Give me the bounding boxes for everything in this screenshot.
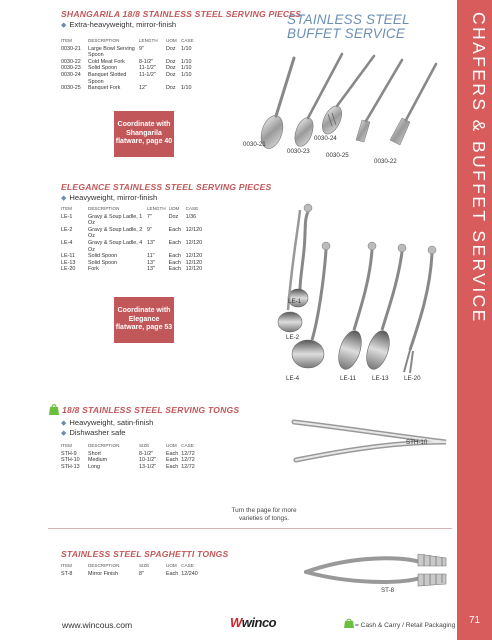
table-cell: Gravy & Soup Ladle, 4 Oz: [88, 239, 143, 253]
table-row: [61, 85, 197, 92]
diamond-icon: ◆: [61, 430, 67, 437]
table-cell: Doz: [166, 65, 176, 72]
table-row: [61, 227, 205, 240]
label-le-1: LE-1: [288, 298, 302, 305]
table-cell: Short: [88, 450, 101, 457]
table-cell: Large Bowl Serving Spoon: [88, 45, 135, 59]
label-0030-21: 0030-21: [243, 141, 266, 148]
table-cell: 9": [139, 45, 144, 52]
page-number: 71: [457, 600, 492, 640]
table-cell: 12/120: [185, 266, 203, 273]
table-cell: LE-20: [61, 266, 76, 273]
spoon-le-13: [362, 244, 406, 372]
fork-le-20: [404, 246, 436, 373]
side-tab-text: CHAFERS & BUFFET SERVICE: [469, 12, 489, 324]
table-cell: Gravy & Soup Ladle, 2 Oz: [88, 226, 143, 240]
label-0030-25: 0030-25: [326, 152, 349, 159]
footer-legend: = Cash & Carry / Retail Packaging: [355, 622, 456, 629]
table-cell: 8-1/2": [139, 450, 154, 457]
tongs-note: Turn the page for more varieties of tongs.: [231, 507, 297, 522]
table-cell: Doz: [166, 71, 176, 78]
table-cell: 7": [147, 213, 152, 220]
table-cell: STH-10: [61, 457, 80, 464]
table-cell: Medium: [88, 457, 108, 464]
label-sth-10: STH-10: [406, 439, 428, 446]
table-row: [61, 59, 197, 66]
tongs-title: 18/8 STAINLESS STEEL SERVING TONGS: [62, 405, 240, 415]
table-row: [61, 260, 205, 267]
table-cell: 12/120: [185, 253, 203, 260]
table-row: [61, 240, 205, 253]
table-cell: 1/10: [181, 71, 192, 78]
table-cell: LE-2: [61, 226, 73, 233]
tongs-bullet-2: ◆ Dishwasher safe: [61, 428, 126, 437]
elegance-bullet: ◆ Heavyweight, mirror-finish: [61, 193, 158, 202]
table-cell: 11-1/2": [139, 65, 156, 72]
fork-0030-22: [390, 64, 436, 145]
table-header: ITEM DESCRIPTION SIZE UOM CASE: [61, 563, 194, 568]
table-row: [61, 457, 198, 464]
table-cell: Long: [88, 463, 100, 470]
table-cell: Solid Spoon: [88, 65, 118, 72]
label-le-11: LE-11: [340, 375, 357, 382]
table-cell: Fork: [88, 266, 99, 273]
table-row: [61, 46, 197, 59]
table-row: [61, 266, 205, 273]
table-cell: 13": [147, 239, 155, 246]
table-cell: Cold Meat Fork: [88, 58, 125, 65]
table-cell: Banquet Slotted Spoon: [88, 71, 127, 85]
winco-logo-mark: W: [230, 615, 242, 630]
table-row: [61, 72, 197, 85]
tongs-bullet-1: ◆ Heavyweight, satin-finish: [61, 418, 154, 427]
elegance-coordinate-badge: Coordinate with Elegance flatware, page 53: [114, 297, 174, 343]
label-le-20: LE-20: [404, 375, 421, 382]
table-cell: Each: [168, 239, 181, 246]
table-cell: Each: [166, 450, 179, 457]
table-cell: LE-1: [61, 213, 73, 220]
table-cell: Doz: [166, 85, 176, 92]
table-header: ITEM DESCRIPTION LENGTH UOM CASE: [61, 38, 194, 43]
table-row: [61, 214, 205, 227]
table-cell: 9": [147, 226, 152, 233]
table-row: [61, 65, 197, 72]
table-cell: 13-1/2": [139, 463, 157, 470]
table-header: ITEM DESCRIPTION SIZE UOM CASE: [61, 443, 194, 448]
shangarila-coordinate-badge: Coordinate with Shangarila flatware, page 40: [114, 111, 174, 157]
table-cell: Each: [168, 259, 181, 266]
table-cell: 1/36: [185, 213, 197, 220]
table-cell: STH-13: [61, 463, 80, 470]
footer-url[interactable]: www.wincous.com: [62, 620, 133, 630]
table-cell: Each: [168, 226, 181, 233]
table-cell: 13": [147, 259, 155, 266]
table-cell: 12": [139, 85, 147, 92]
table-cell: 0030-24: [61, 71, 81, 78]
table-cell: 12/240: [181, 570, 198, 577]
table-row: [61, 571, 201, 578]
shangarila-bullet: ◆ Extra-heavyweight, mirror-finish: [61, 20, 177, 29]
table-cell: 0030-21: [61, 45, 81, 52]
table-cell: Solid Spoon: [88, 253, 118, 260]
table-cell: 1/10: [181, 58, 192, 65]
table-cell: LE-4: [61, 239, 73, 246]
table-cell: 11-1/2": [139, 71, 156, 78]
serving-tongs-image: [286, 416, 456, 464]
table-cell: Mirror Finish: [88, 570, 118, 577]
table-cell: Each: [166, 570, 179, 577]
table-cell: 8": [139, 570, 144, 577]
label-le-4: LE-4: [286, 375, 300, 382]
table-cell: 11": [147, 253, 155, 260]
table-cell: 8-1/2": [139, 58, 154, 65]
table-cell: 12/120: [185, 226, 203, 233]
shopping-bag-icon: [344, 618, 354, 629]
table-cell: 12/120: [185, 239, 203, 246]
spaghetti-tongs-image: [300, 548, 455, 594]
table-cell: 1/10: [181, 85, 192, 92]
table-cell: Doz: [166, 58, 176, 65]
table-cell: STH-9: [61, 450, 77, 457]
table-cell: Each: [166, 457, 179, 464]
spoon-0030-21: [257, 58, 294, 151]
winco-logo: Wwinco: [230, 615, 277, 630]
table-cell: 13": [147, 266, 155, 273]
table-row: [61, 464, 198, 471]
table-cell: 0030-25: [61, 85, 81, 92]
table-cell: Each: [168, 253, 181, 260]
spaghetti-title: STAINLESS STEEL SPAGHETTI TONGS: [61, 549, 229, 559]
label-st-8: ST-8: [381, 587, 395, 594]
table-row: [61, 253, 205, 260]
table-cell: 0030-23: [61, 65, 81, 72]
spaghetti-spec-table: [61, 563, 201, 577]
shopping-bag-icon: [48, 403, 60, 416]
tongs-spec-table: [61, 443, 198, 470]
diamond-icon: ◆: [61, 420, 67, 427]
table-cell: Gravy & Soup Ladle, 1 Oz: [88, 213, 143, 227]
label-0030-22: 0030-22: [374, 158, 397, 165]
shangarila-spec-table: [61, 38, 197, 92]
table-row: [61, 451, 198, 458]
elegance-title: ELEGANCE STAINLESS STEEL SERVING PIECES: [61, 182, 272, 192]
table-cell: 1/10: [181, 45, 192, 52]
table-header: ITEM DESCRIPTION LENGTH UOM CASE: [61, 206, 199, 211]
label-le-13: LE-13: [372, 375, 389, 382]
elegance-spec-table: [61, 206, 205, 273]
label-0030-24: 0030-24: [314, 135, 337, 142]
shangarila-products-image: [240, 50, 455, 185]
table-cell: Banquet Fork: [88, 85, 121, 92]
table-cell: Each: [166, 463, 179, 470]
label-le-2: LE-2: [286, 334, 300, 341]
table-cell: 12/72: [181, 457, 195, 464]
diamond-icon: ◆: [61, 22, 67, 29]
label-0030-23: 0030-23: [287, 148, 310, 155]
table-cell: Each: [168, 266, 181, 273]
side-tab: [457, 0, 492, 600]
table-cell: Doz: [166, 45, 176, 52]
table-cell: ST-8: [61, 570, 73, 577]
table-cell: 0030-22: [61, 58, 81, 65]
table-cell: 1/10: [181, 65, 192, 72]
shangarila-title: SHANGARILA 18/8 STAINLESS STEEL SERVING PIECES: [61, 9, 302, 19]
ladle-le-2: [278, 210, 302, 332]
divider-line: [48, 528, 452, 529]
table-cell: Doz: [168, 213, 179, 220]
table-cell: LE-13: [61, 259, 76, 266]
table-cell: 12/72: [181, 450, 195, 457]
elegance-products-image: [270, 190, 450, 380]
table-cell: 12/120: [185, 259, 203, 266]
buffet-heading: STAINLESS STEEL BUFFET SERVICE: [287, 12, 410, 41]
table-cell: LE-11: [61, 253, 75, 260]
table-cell: 10-1/2": [139, 457, 157, 464]
table-cell: Solid Spoon: [88, 259, 118, 266]
diamond-icon: ◆: [61, 195, 67, 202]
table-cell: 12/72: [181, 463, 195, 470]
